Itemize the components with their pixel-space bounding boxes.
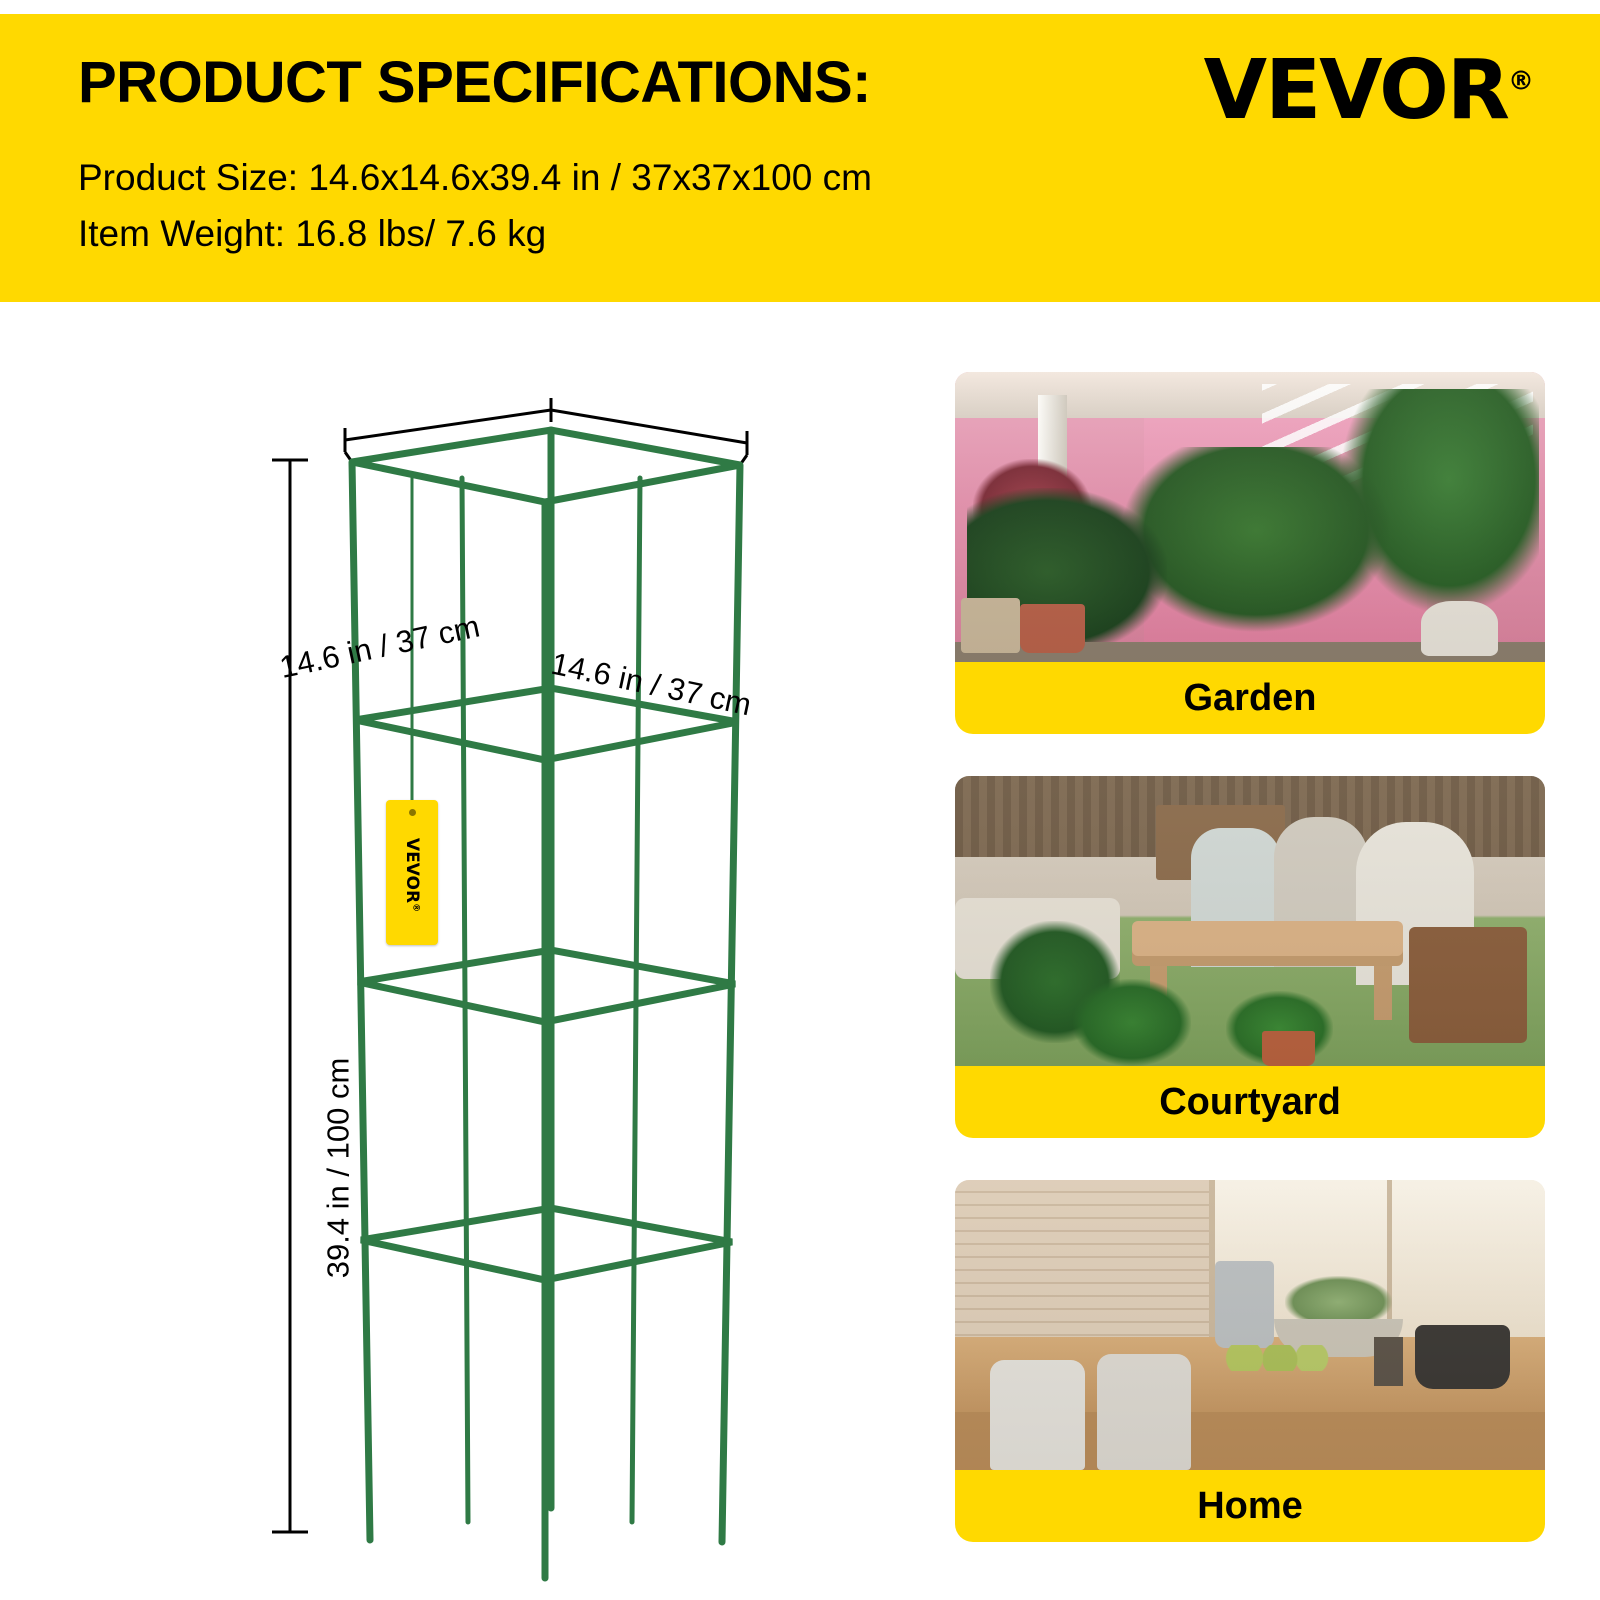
- tag-hole-icon: [409, 809, 416, 816]
- scenario-card-home: [955, 1180, 1545, 1542]
- card-caption-courtyard: Courtyard: [955, 1066, 1545, 1138]
- tag-registered-mark-icon: ®: [410, 903, 421, 913]
- spec-product-size: Product Size: 14.6x14.6x39.4 in / 37x37x100 cm: [78, 157, 872, 198]
- page-title: PRODUCT SPECIFICATIONS:: [78, 50, 871, 115]
- cage-drawing: [0, 310, 900, 1600]
- dimension-label-width-left: 14.6 in / 37 cm: [276, 608, 483, 686]
- home-photo: [955, 1180, 1545, 1470]
- spec-item-weight: Item Weight: 16.8 lbs/ 7.6 kg: [78, 213, 547, 254]
- vevor-logo: [1203, 43, 1534, 138]
- spec-header-banner: [0, 14, 1600, 302]
- card-caption-home: Home: [955, 1470, 1545, 1542]
- scenario-card-courtyard: [955, 776, 1545, 1138]
- vevor-logo-text: VEVOR: [1203, 43, 1508, 138]
- height-dimension-line: [272, 460, 308, 1532]
- product-dimension-diagram: [0, 310, 900, 1600]
- garden-photo: [955, 372, 1545, 662]
- cage-frame: [352, 430, 740, 1578]
- card-caption-garden: Garden: [955, 662, 1545, 734]
- tag-label: [402, 838, 422, 912]
- registered-mark-icon: ®: [1508, 66, 1534, 97]
- dimension-label-height: 39.4 in / 100 cm: [320, 1057, 356, 1279]
- usage-scenario-cards: [955, 372, 1545, 1584]
- vevor-hang-tag: [386, 800, 438, 945]
- courtyard-photo: [955, 776, 1545, 1066]
- tag-label-text: VEVOR: [402, 838, 422, 904]
- scenario-card-garden: [955, 372, 1545, 734]
- dimension-label-width-right: 14.6 in / 37 cm: [548, 645, 755, 723]
